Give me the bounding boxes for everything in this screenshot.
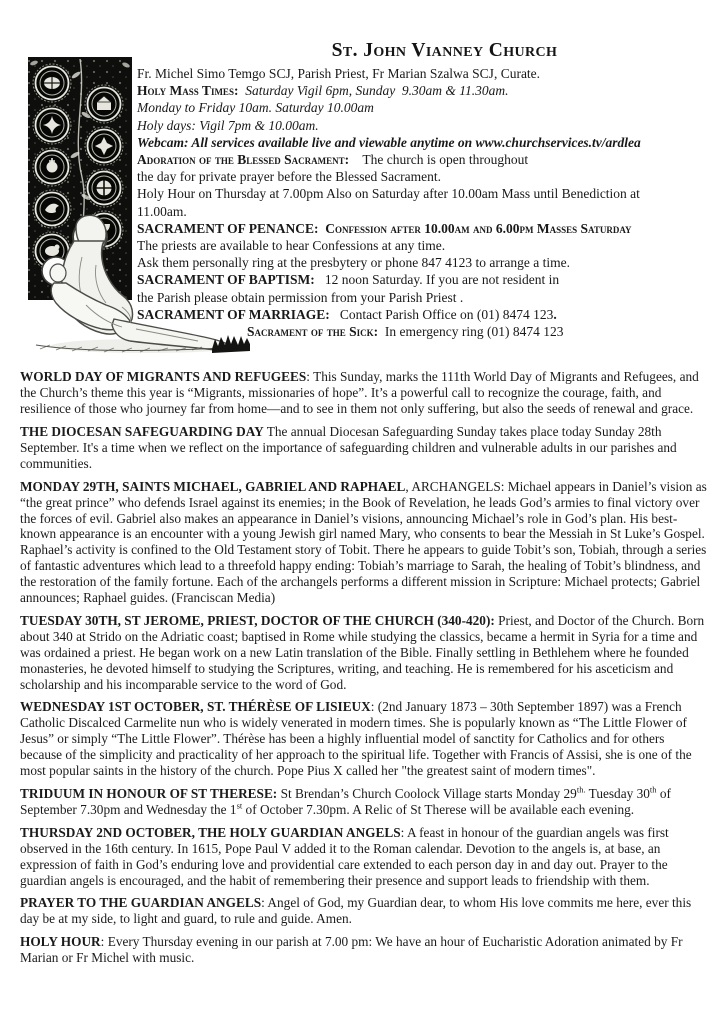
text-segment: Confession after 10.00am and 6.00pm Masses Saturday	[318, 220, 632, 236]
text-segment: Sacrament of the Sick:	[247, 324, 379, 340]
bulletin-paragraph	[20, 895, 709, 927]
text-segment: th.	[576, 784, 586, 795]
text-segment: : A feast in honour of the guardian angels was first observed in the 16th century. In 1615, Pope Paul V added it to the Roman calendar. Devotion to the angels is, at base, an expression of faith in God’s enduring love and providential care extended to each person day in and day out. Prayer to the guardian angels is encouraged, and the habit of remembering their presence and support leads to friendship with them.	[20, 824, 673, 888]
page-title: St. John Vianney Church	[331, 40, 558, 61]
text-segment: TRIDUUM IN HONOUR OF ST THERESE:	[20, 786, 278, 801]
text-segment: SACRAMENT OF PENANCE:	[137, 220, 319, 236]
text-segment: SACRAMENT OF MARRIAGE:	[137, 306, 330, 322]
text-segment: , ARCHANGELS: Michael appears in Daniel’s vision as “the great prince” who defends Israel against its enemies; in the Book of Revelation, he leads God’s armies to final victory over the forces of evil. Gabriel also makes an appearance in Daniel’s visions, announcing Michael’s role in God’s plan. His best-known appearance is an encounter with a young Jewish girl named Mary, who consents to bear the Messiah in St Luke’s Gospel. Raphael’s activity is confined to the Old Testament story of Tobit. There he appears to guide Tobit’s son, Tobiah, through a series of fantastic adventures which lead to a threefold happy ending: Tobiah’s marriage to Sarah, the healing of Tobit’s blindness, and the restoration of the family fortune. Each of the archangels performs a different mission in Scripture: Michael protects; Gabriel announces; Raphael guides. (Franciscan Media)	[20, 478, 711, 606]
text-segment: Tuesday 30	[585, 786, 650, 801]
text-segment: Priest, and Doctor of the Church. Born about 340 at Strido on the Adriatic coast; baptised in Rome while studying the classics, became a hermit in Syria for a time and was ordained a priest. He began work on a new Latin translation of the Bible. Finally settling in Bethlehem where he founded monasteries, he devoted himself to studying the Scriptures, writing, and teaching. He is remembered for his asceticism and scholarship and his incomparable service to the word of God.	[20, 612, 708, 692]
text-segment: PRAYER TO THE GUARDIAN ANGELS	[20, 895, 262, 911]
pieta-stained-glass-image	[26, 57, 262, 355]
bulletin-paragraph	[20, 613, 709, 693]
bulletin-paragraph	[20, 786, 709, 818]
text-segment: st	[236, 800, 243, 811]
text-segment: .	[553, 306, 557, 322]
bulletin-paragraph	[20, 699, 709, 779]
text-segment: of September 7.30pm and Wednesday the 1	[20, 786, 675, 817]
text-segment: Adoration of the Blessed Sacrament:	[137, 152, 350, 168]
bulletin-body	[20, 369, 709, 966]
bulletin-paragraph	[20, 825, 709, 889]
text-segment: Ask them personally ring at the presbytery or phone 847 4123 to arrange a time.	[137, 255, 571, 271]
text-segment: 12 noon Saturday. If you are not resident in	[314, 272, 560, 288]
text-segment: Webcam: All services available live and viewable anytime on www.churchservices.tv/ardlea	[137, 134, 641, 150]
text-segment: SACRAMENT OF BAPTISM:	[137, 272, 315, 288]
text-segment: St Brendan’s Church Coolock Village starts Monday 29	[277, 786, 577, 801]
text-segment: Monday to Friday 10am. Saturday 10.00am	[137, 100, 374, 116]
bulletin-paragraph	[20, 424, 709, 472]
text-segment: the day for private prayer before the Blessed Sacrament.	[137, 169, 441, 185]
text-segment: THE DIOCESAN SAFEGUARDING DAY	[20, 423, 264, 439]
text-segment: WORLD DAY OF MIGRANTS AND REFUGEES	[20, 369, 307, 385]
text-segment: : Every Thursday evening in our parish at 7.00 pm: We have an hour of Eucharistic Adoration animated by Fr Marian or Fr Michel with music.	[20, 934, 686, 966]
text-segment: THURSDAY 2ND OCTOBER, THE HOLY GUARDIAN ANGELS	[20, 824, 401, 840]
text-segment: of October 7.30pm. A Relic of St Therese will be available each evening.	[242, 801, 635, 817]
text-segment: TUESDAY 30TH, ST JEROME, PRIEST, DOCTOR OF THE CHURCH (340-420):	[20, 612, 495, 628]
text-segment: Fr. Michel Simo Temgo SCJ, Parish Priest, Fr Marian Szalwa SCJ, Curate.	[137, 66, 541, 81]
bulletin-paragraph	[20, 369, 709, 417]
text-segment: th	[649, 784, 657, 795]
text-segment: The church is open throughout	[349, 152, 529, 168]
bulletin-paragraph	[20, 479, 709, 606]
text-segment: WEDNESDAY 1ST OCTOBER, ST. THÉRÈSE OF LISIEUX	[20, 699, 371, 715]
text-segment: Holy Hour on Thursday at 7.00pm Also on Saturday after 10.00am Mass until Benediction at	[137, 186, 640, 202]
text-segment: Holy Mass Times:	[137, 83, 239, 99]
text-segment: Holy days: Vigil 7pm & 10.00am.	[137, 117, 319, 133]
text-segment: Contact Parish Office on (01) 8474 123	[329, 306, 554, 322]
text-segment: The annual Diocesan Safeguarding Sunday takes place today Sunday 28th September. It's a time when we reflect on the importance of safeguarding children and vulnerable adults in our parishes and communities.	[20, 423, 681, 471]
text-segment: MONDAY 29TH, SAINTS MICHAEL, GABRIEL AND RAPHAEL	[20, 478, 406, 494]
text-segment: Saturday Vigil 6pm, Sunday 9.30am & 11.30am.	[238, 83, 509, 99]
text-segment: : (2nd January 1873 – 30th September 1897) was a French Catholic Discalced Carmelite nun who is widely venerated in modern times. She is popularly known as “The Little Flower of Jesus” or simply “The Little Flower”. Thérèse has been a highly influential model of sanctity for Catholics and for others because of the simplicity and practicality of her approach to the spiritual life. Together with Francis of Assisi, she is one of the most popular saints in the history of the church. Pope Pius X called her "the greatest saint of modern times".	[20, 699, 695, 779]
text-segment: : This Sunday, marks the 111th World Day of Migrants and Refugees, and the Church’s theme this year is “Migrants, missionaries of hope”. It’s a powerful call to recognize the courage, faith, and resilience of those who journey far from home—and to see in them not only suffering, but also the seeds of renewal and grace.	[20, 369, 703, 417]
text-segment: The priests are available to hear Confessions at any time.	[137, 238, 446, 254]
text-segment: In emergency ring (01) 8474 123	[378, 324, 564, 340]
text-segment: the Parish please obtain permission from your Parish Priest .	[137, 289, 464, 305]
text-segment: : Angel of God, my Guardian dear, to whom His love commits me here, ever this day be at my side, to light and guard, to rule and guide. Amen.	[20, 895, 695, 927]
pieta-artwork-svg	[26, 57, 262, 355]
text-segment: HOLY HOUR	[20, 934, 101, 950]
text-segment: 11.00am.	[137, 203, 187, 219]
bulletin-paragraph	[20, 934, 709, 966]
